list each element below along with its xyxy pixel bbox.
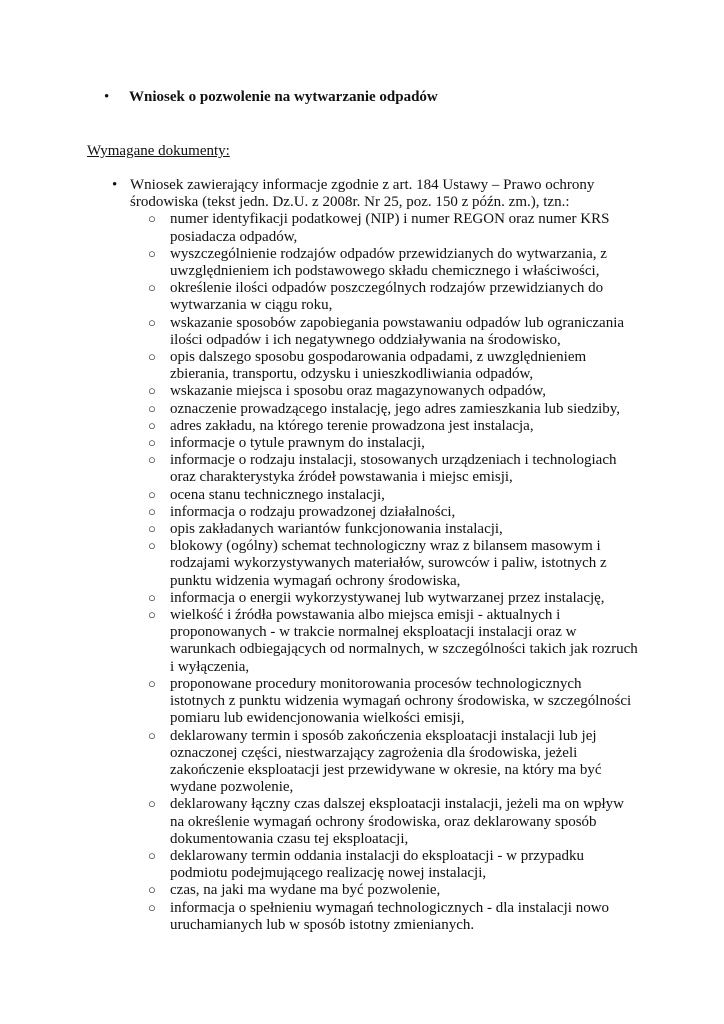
sub-list-item-text: blokowy (ogólny) schemat technologiczny wraz z bilansem masowym i rodzajami wykorzystywanych materiałów, surowców i paliw, istotnych z punktu widzenia wymagań ochrony środowiska,	[170, 538, 607, 589]
sub-list-item	[148, 503, 640, 521]
circle-bullet-icon: ○	[148, 847, 156, 863]
sub-list-item	[148, 882, 640, 899]
circle-bullet-icon: ○	[148, 521, 156, 537]
circle-bullet-icon: ○	[148, 882, 156, 898]
sub-list-item-text: czas, na jaki ma wydane ma być pozwolenie,	[170, 882, 441, 899]
sub-list-item	[148, 607, 640, 676]
sub-list-item-text: deklarowany łączny czas dalszej eksploatacji instalacji, jeżeli ma on wpływ na określenie wymagań ochrony środowiska, oraz deklarowany sposób dokumentowania czasu tej eksploatacji,	[170, 796, 624, 847]
circle-bullet-icon: ○	[148, 314, 156, 330]
sub-list-item	[148, 280, 640, 314]
heading-title: Wniosek o pozwolenie na wytwarzanie odpadów	[129, 89, 438, 105]
sub-list-item-text: informacja o spełnieniu wymagań technologicznych - dla instalacji nowo uruchamianych lub w sposób istotny zmienianych.	[170, 899, 610, 933]
sub-list-item	[148, 349, 640, 383]
sub-list-item-text: deklarowany termin i sposób zakończenia eksploatacji instalacji lub jej oznaczonej części, niestwarzający zagrożenia dla środowiska, jeżeli zakończenie eksploatacji jest przewidywane w okresie, na który ma być wydane pozwolenie,	[170, 727, 602, 796]
sub-list-item	[148, 727, 640, 797]
sub-list-item-text: ocena stanu technicznego instalacji,	[170, 486, 385, 503]
circle-bullet-icon: ○	[148, 796, 156, 812]
sub-list-item-text: opis zakładanych wariantów funkcjonowania instalacji,	[170, 521, 503, 538]
sub-list-item-text: wskazanie sposobów zapobiegania powstawaniu odpadów lub ograniczania ilości odpadów i ich negatywnego oddziaływania na środowisko,	[170, 314, 625, 348]
circle-bullet-icon: ○	[148, 607, 156, 623]
circle-bullet-icon: ○	[148, 435, 156, 451]
sub-list-item	[148, 383, 640, 400]
sub-list-item-text: informacje o rodzaju instalacji, stosowanych urządzeniach i technologiach oraz charakterystyka źródeł powstawania i miejsc emisji,	[170, 452, 617, 486]
circle-bullet-icon: ○	[148, 400, 156, 416]
circle-bullet-icon: ○	[148, 349, 156, 365]
sub-list-item-text: informacja o energii wykorzystywanej lub wytwarzanej przez instalację,	[170, 589, 605, 606]
sub-list-item-text: informacje o tytule prawnym do instalacji,	[170, 435, 425, 452]
sub-list-item	[148, 899, 640, 934]
sub-list-item	[148, 245, 640, 280]
sub-list-item	[148, 521, 640, 538]
circle-bullet-icon: ○	[148, 452, 156, 468]
sub-list-item	[148, 211, 640, 245]
sub-list-item-text: wskazanie miejsca i sposobu oraz magazynowanych odpadów,	[170, 383, 546, 400]
main-item-text: Wniosek zawierający informacje zgodnie z art. 184 Ustawy – Prawo ochrony środowiska (tekst jedn. Dz.U. z 2008r. Nr 25, poz. 150 z późn. zm.), tzn.:	[130, 177, 595, 211]
circle-bullet-icon: ○	[148, 417, 156, 433]
sub-list-item	[148, 314, 640, 349]
circle-bullet-icon: ○	[148, 280, 156, 296]
sub-list-item	[148, 486, 640, 504]
sub-list-item	[148, 538, 640, 590]
required-documents-label: Wymagane dokumenty:	[87, 143, 230, 159]
sub-list-item-text: oznaczenie prowadzącego instalację, jego adres zamieszkania lub siedziby,	[170, 400, 621, 417]
sub-list-item	[148, 675, 640, 728]
sub-list-item	[148, 847, 640, 882]
circle-bullet-icon: ○	[148, 899, 156, 915]
sub-list-item	[148, 452, 640, 486]
sub-list-item	[148, 417, 640, 435]
circle-bullet-icon: ○	[148, 589, 156, 605]
circle-bullet-icon: ○	[148, 245, 156, 261]
sub-list-item	[148, 400, 640, 418]
circle-bullet-icon: ○	[148, 727, 156, 743]
circle-bullet-icon: ○	[148, 675, 156, 691]
circle-bullet-icon: ○	[148, 503, 156, 519]
circle-bullet-icon: ○	[148, 486, 156, 502]
heading-bullet: •	[104, 89, 110, 105]
sub-list-item-text: opis dalszego sposobu gospodarowania odpadami, z uwzględnieniem zbierania, transportu, odzysku i unieszkodliwiania odpadów,	[170, 349, 587, 383]
circle-bullet-icon: ○	[148, 383, 156, 399]
sub-list-item-text: proponowane procedury monitorowania procesów technologicznych istotnych z punktu widzenia wymagań ochrony środowiska, w szczególności pomiaru lub ewidencjonowania wielkości emisji,	[170, 675, 632, 727]
circle-bullet-icon: ○	[148, 211, 156, 227]
sub-list-item	[148, 589, 640, 607]
sub-list-item-text: adres zakładu, na którego terenie prowadzona jest instalacja,	[170, 417, 534, 434]
main-list-item	[112, 177, 638, 934]
sub-list-item	[148, 796, 640, 848]
sub-list-item-text: wielkość i źródła powstawania albo miejsca emisji - aktualnych i proponowanych - w trakcie normalnej eksploatacji instalacji oraz w warunkach odbiegających od normalnych, w szczególności takich jak rozruch i wyłączenia,	[170, 607, 638, 675]
sub-item-list	[148, 211, 640, 934]
sub-list-item-text: numer identyfikacji podatkowej (NIP) i numer REGON oraz numer KRS posiadacza odpadów,	[170, 211, 610, 245]
sub-list-item	[148, 435, 640, 452]
sub-list-item-text: deklarowany termin oddania instalacji do eksploatacji - w przypadku podmiotu podejmującego realizację nowej instalacji,	[170, 847, 585, 882]
sub-list-item-text: wyszczególnienie rodzajów odpadów przewidzianych do wytwarzania, z uwzględnieniem ich podstawowego składu chemicznego i właściwości,	[170, 245, 607, 280]
main-item-bullet: •	[112, 177, 118, 193]
section-heading	[104, 88, 438, 106]
sub-list-item-text: określenie ilości odpadów poszczególnych rodzajów przewidzianych do wytwarzania w ciągu roku,	[170, 280, 604, 314]
sub-list-item-text: informacja o rodzaju prowadzonej działalności,	[170, 503, 456, 520]
circle-bullet-icon: ○	[148, 538, 156, 554]
